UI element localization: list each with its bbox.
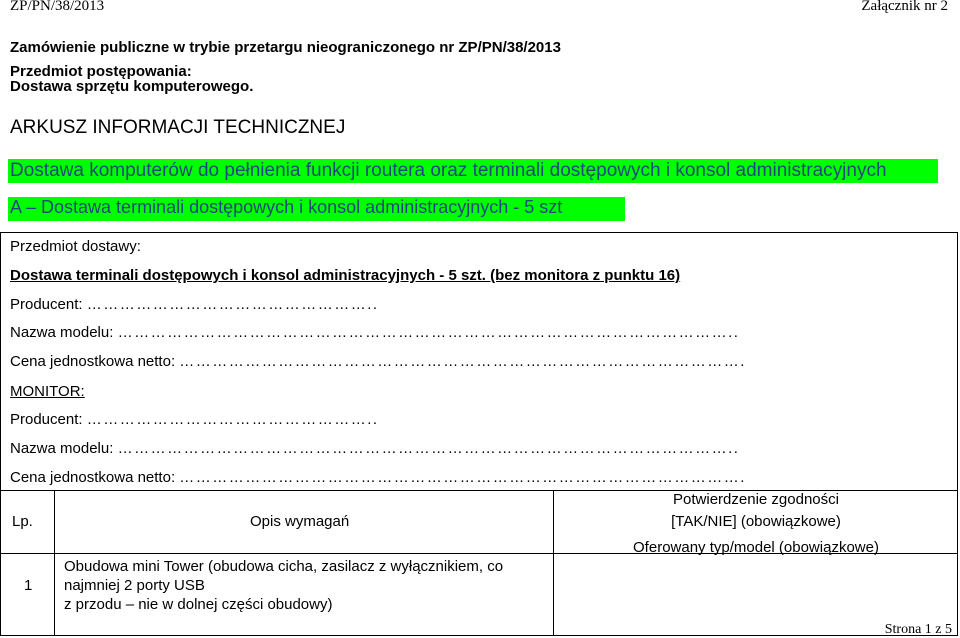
producer-row[interactable] [10,296,379,313]
column-header-lp: Lp. [12,513,33,530]
monitor-price-fill[interactable]: …………………………………………………………………………………………. [179,469,746,486]
table-row-number: 1 [24,577,33,594]
document-reference: ZP/PN/38/2013 [10,0,105,14]
column-header-offered-model: Oferowany typ/model (obowiązkowe) [633,539,879,556]
price-row[interactable] [10,353,746,370]
monitor-model-label: Nazwa modelu: [10,440,114,457]
intro-subject-label: Przedmiot postępowania: [10,63,192,80]
column-header-confirmation: Potwierdzenie zgodności [673,491,839,508]
price-fill[interactable]: …………………………………………………………………………………………. [179,353,746,370]
subject-label: Przedmiot dostawy: [10,238,141,255]
monitor-price-label: Cena jednostkowa netto: [10,469,176,486]
column-header-requirements: Opis wymagań [250,513,350,530]
model-row[interactable] [10,324,739,341]
subsection-title: A – Dostawa terminali dostępowych i konsol administracyjnych - 5 szt [10,197,563,217]
monitor-price-row[interactable] [10,469,746,486]
intro-procurement-line: Zamówienie publiczne w trybie przetargu nieograniczonego nr ZP/PN/38/2013 [10,39,561,56]
monitor-producer-fill[interactable]: …………………………………………….. [86,411,379,428]
monitor-producer-row[interactable] [10,411,379,428]
monitor-model-row[interactable] [10,440,739,457]
model-label: Nazwa modelu: [10,324,114,341]
intro-subject-value: Dostawa sprzętu komputerowego. [10,78,254,95]
monitor-heading: MONITOR: [10,383,85,400]
sheet-title: ARKUSZ INFORMACJI TECHNICZNEJ [10,117,346,138]
attachment-number: Załącznik nr 2 [861,0,948,14]
price-label: Cena jednostkowa netto: [10,353,176,370]
delivery-description: Dostawa terminali dostępowych i konsol administracyjnych - 5 szt. (bez monitora z punktu 16) [10,267,681,284]
column-header-confirmation-yes-no: [TAK/NIE] (obowiązkowe) [671,513,841,530]
producer-label: Producent: [10,296,83,313]
table-row-description-line-3: z przodu – nie w dolnej części obudowy) [64,596,333,613]
table-row-description-line-1: Obudowa mini Tower (obudowa cicha, zasilacz z wyłącznikiem, co [64,558,504,575]
table-col-divider-2 [553,490,554,636]
table-col-divider-1 [54,490,55,636]
page-number: Strona 1 z 5 [884,622,952,637]
section-title: Dostawa komputerów do pełnienia funkcji routera oraz terminali dostępowych i konsol administracyjnych [10,160,887,181]
table-row-description-line-2: najmniej 2 porty USB [64,577,205,594]
monitor-producer-label: Producent: [10,411,83,428]
monitor-model-fill[interactable]: ………………………………………………………………………………………………….. [117,440,740,457]
producer-fill[interactable]: …………………………………………….. [86,296,379,313]
model-fill[interactable]: ………………………………………………………………………………………………….. [117,324,740,341]
